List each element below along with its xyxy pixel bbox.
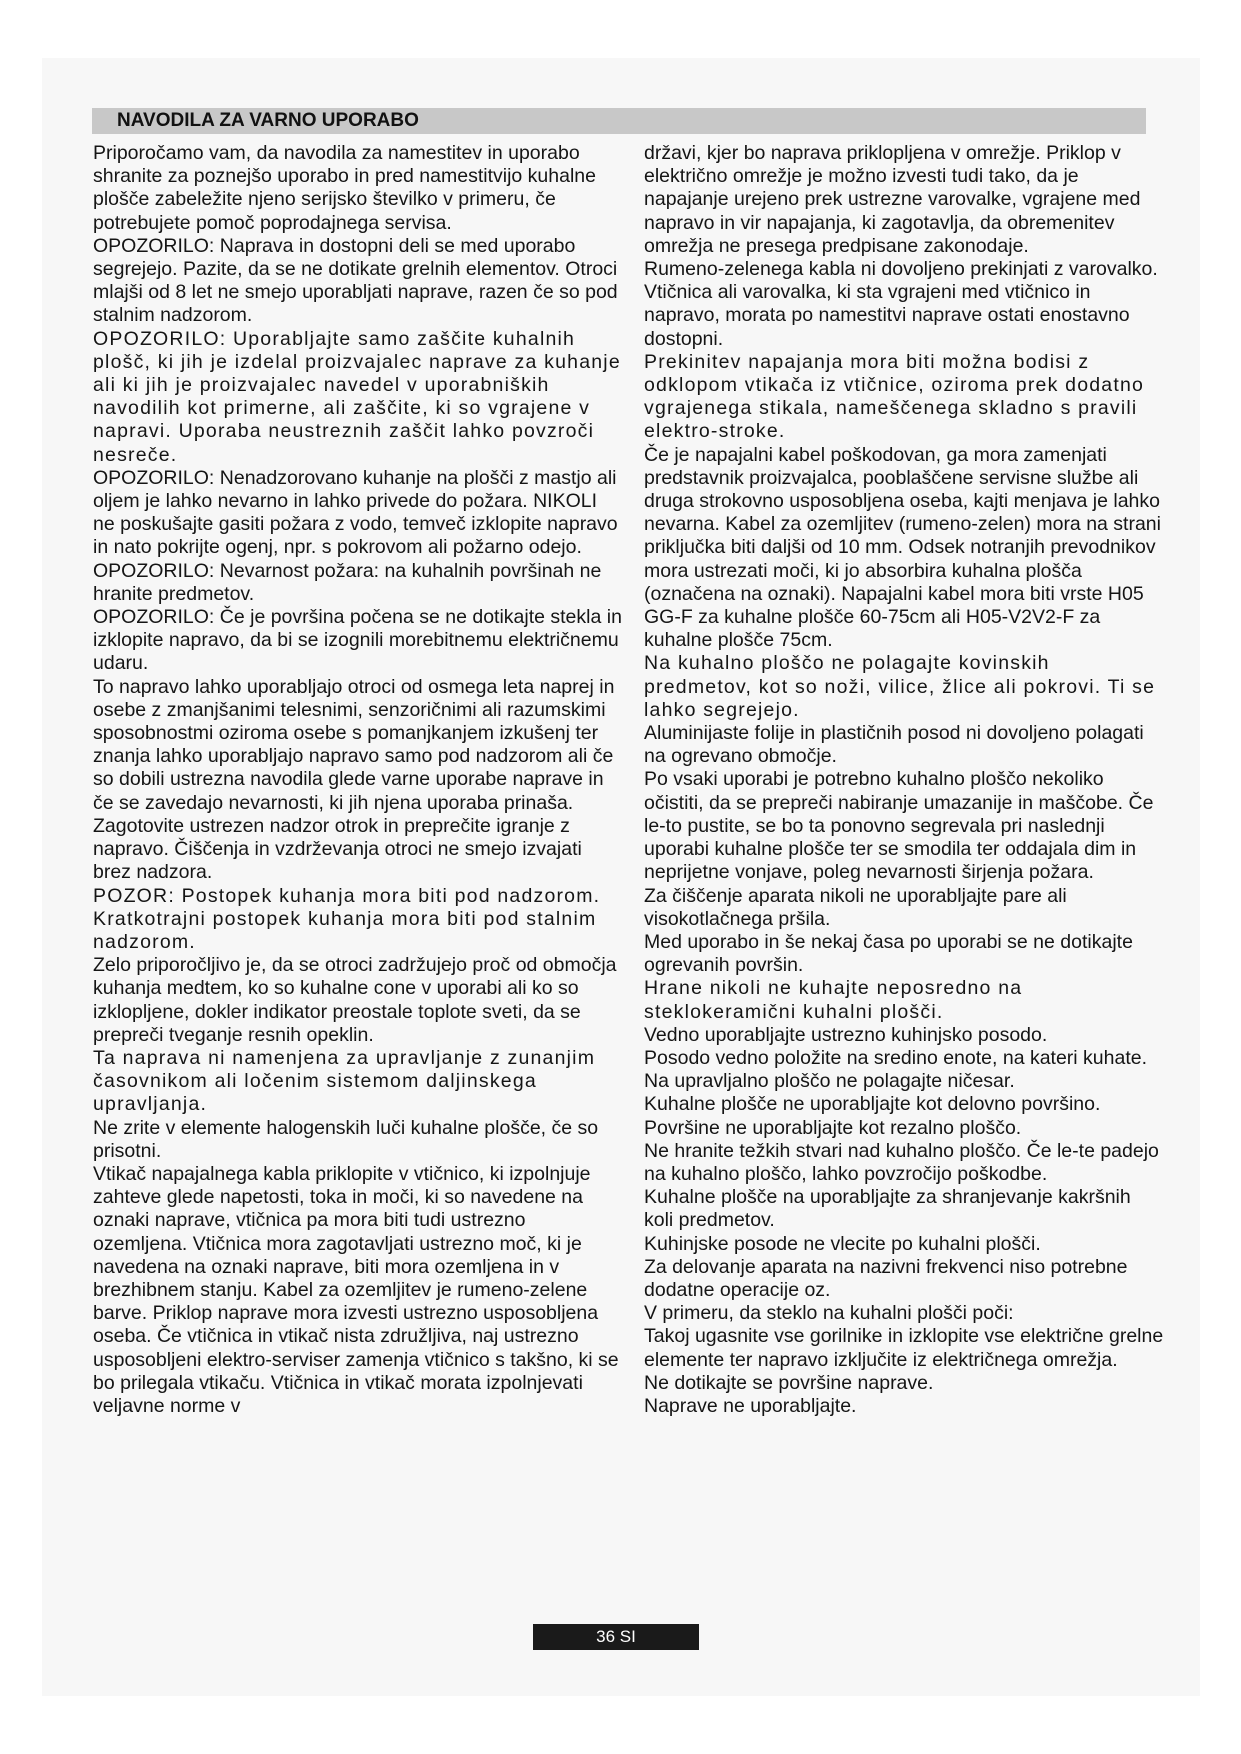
- paragraph: Ta naprava ni namenjena za upravljanje z zunanjim časovnikom ali ločenim sistemom daljinskega upravljanja.: [93, 1046, 596, 1116]
- paragraph: Če je napajalni kabel poškodovan, ga mora zamenjati predstavnik proizvajalca, pooblaščene servisne službe ali druga strokovno usposobljena oseba, kajti menjava je lahko nevarna. Kabel za ozemljitev (rumeno-zelen) mora na strani priključka biti daljši od 10 mm. Odsek notranjih prevodnikov mora ustrezati moči, ki jo absorbira kuhalna plošča (označena na oznaki). Napajalni kabel mora biti vrste H05 GG-F za kuhalne plošče 60-75cm ali H05-V2V2-F za kuhalne plošče 75cm.: [644, 443, 1161, 652]
- paragraph: Prekinitev napajanja mora biti možna bodisi z odklopom vtikača iz vtičnice, oziroma prek dodatno vgrajenega stikala, nameščenega skladno s pravili elektro-stroke.: [644, 350, 1145, 443]
- paragraph: OPOZORILO: Nevarnost požara: na kuhalnih površinah ne hranite predmetov.: [93, 559, 602, 605]
- paragraph: Za delovanje aparata na nazivni frekvenci niso potrebne dodatne operacije oz.: [644, 1255, 1128, 1301]
- paragraph: V primeru, da steklo na kuhalni plošči poči:: [644, 1302, 1014, 1325]
- paragraph: državi, kjer bo naprava priklopljena v omrežje. Priklop v električno omrežje je možno izvesti tudi tako, da je napajanje urejeno prek ustrezne varovalke, vgrajene med napravo in vir napajanja, ki zagotavlja, da obremenitev omrežja ne presega predpisane zakonodaje.: [644, 142, 1141, 257]
- section-title: NAVODILA ZA VARNO UPORABO: [117, 110, 419, 131]
- paragraph: Ne dotikajte se površine naprave.: [644, 1371, 934, 1394]
- left-column: [93, 142, 623, 1418]
- paragraph: Kuhalne plošče ne uporabljajte kot delovno površino.: [644, 1093, 1101, 1116]
- paragraph: OPOZORILO: Nenadzorovano kuhanje na plošči z mastjo ali oljem je lahko nevarno in lahko privede do požara. NIKOLI ne poskušajte gasiti požara z vodo, temveč izklopite napravo in nato pokrijte ogenj, npr. s pokrovom ali požarno odejo.: [93, 466, 618, 559]
- paragraph: Ne zrite v elemente halogenskih luči kuhalne plošče, če so prisotni.: [93, 1116, 599, 1162]
- paragraph: Površine ne uporabljajte kot rezalno ploščo.: [644, 1116, 1022, 1139]
- paragraph: Po vsaki uporabi je potrebno kuhalno ploščo nekoliko očistiti, da se prepreči nabiranje umazanije in maščobe. Če le-to pustite, se bo ta ponovno segrevala pri naslednji uporabi kuhalne plošče ter se smodila ter oddajala dim in neprijetne vonjave, poleg nevarnosti širjenja požara.: [644, 768, 1154, 884]
- paragraph: Za čiščenje aparata nikoli ne uporabljajte pare ali visokotlačnega pršila.: [644, 884, 1067, 930]
- paragraph: OPOZORILO: Naprava in dostopni deli se med uporabo segrejejo. Pazite, da se ne dotikate grelnih elementov. Otroci mlajši od 8 let ne smejo uporabljati naprave, razen če so pod stalnim nadzorom.: [93, 234, 618, 327]
- paragraph: Med uporabo in še nekaj časa po uporabi se ne dotikajte ogrevanih površin.: [644, 930, 1133, 977]
- paragraph: Rumeno-zelenega kabla ni dovoljeno prekinjati z varovalko. Vtičnica ali varovalka, ki sta vgrajeni med vtičnico in napravo, morata po namestitvi naprave ostati enostavno dostopni.: [644, 258, 1158, 350]
- paragraph: Priporočamo vam, da navodila za namestitev in uporabo shranite za poznejšo uporabo in pred namestitvijo kuhalne plošče zabeležite njeno serijsko številko v primeru, če potrebujete pomoč poprodajnega servisa.: [93, 142, 596, 234]
- paragraph: Takoj ugasnite vse gorilnike in izklopite vse električne grelne elemente ter napravo izključite iz električnega omrežja.: [644, 1325, 1164, 1371]
- right-column: [644, 142, 1164, 1418]
- paragraph: Na kuhalno ploščo ne polagajte kovinskih predmetov, kot so noži, vilice, žlice ali pokrovi. Ti se lahko segrejejo.: [644, 652, 1156, 721]
- paragraph: Kuhalne plošče na uporabljajte za shranjevanje kakršnih koli predmetov.: [644, 1186, 1131, 1232]
- paragraph: To napravo lahko uporabljajo otroci od osmega leta naprej in osebe z zmanjšanimi telesnimi, senzoričnimi ali razumskimi sposobnostmi oziroma osebe s pomanjkanjem izkušenj ter znanja lahko uporabljajo napravo samo pod nadzorom ali če so dobili ustrezna navodila glede varne uporabe naprave in če se zavedajo nevarnosti, ki jih njena uporaba prinaša. Zagotovite ustrezen nadzor otrok in preprečite igranje z napravo. Čiščenja in vzdrževanja otroci ne smejo izvajati brez nadzora.: [93, 675, 615, 884]
- paragraph: Posodo vedno položite na sredino enote, na kateri kuhate. Na upravljalno ploščo ne polagajte ničesar.: [644, 1046, 1148, 1093]
- paragraph: OPOZORILO: Uporabljajte samo zaščite kuhalnih plošč, ki jih je izdelal proizvajalec naprave za kuhanje ali ki jih je proizvajalec navedel v uporabniških navodilih kot primerne, ali zaščite, ki so vgrajene v napravi. Uporaba neustreznih zaščit lahko povzroči nesreče.: [93, 327, 621, 466]
- paragraph: Ne hranite težkih stvari nad kuhalno ploščo. Če le-te padejo na kuhalno ploščo, lahko povzročijo poškodbe.: [644, 1139, 1159, 1185]
- paragraph: Vtikač napajalnega kabla priklopite v vtičnico, ki izpolnjuje zahteve glede napetosti, toka in moči, ki so navedene na oznaki naprave, vtičnica pa mora biti tudi ustrezno ozemljena. Vtičnica mora zagotavljati ustrezno moč, ki je navedena na oznaki naprave, biti mora ozemljena in v brezhibnem stanju. Kabel za ozemljitev je rumeno-zelene barve. Priklop naprave mora izvesti ustrezno usposobljena oseba. Če vtičnica in vtikač nista združljiva, naj ustrezno usposobljeni elektro-serviser zamenja vtičnico s takšno, ki se bo prilegala vtikaču. Vtičnica in vtikač morata izpolnjevati veljavne norme v: [93, 1162, 619, 1417]
- paragraph: Naprave ne uporabljajte.: [644, 1394, 857, 1417]
- page-number: 36 SI: [533, 1624, 699, 1650]
- paragraph: OPOZORILO: Če je površina počena se ne dotikajte stekla in izklopite napravo, da bi se izognili morebitnemu električnemu udaru.: [93, 606, 622, 675]
- paragraph: Vedno uporabljajte ustrezno kuhinjsko posodo.: [644, 1023, 1048, 1046]
- paragraph: Hrane nikoli ne kuhajte neposredno na steklokeramični kuhalni plošči.: [644, 977, 1023, 1023]
- paragraph: POZOR: Postopek kuhanja mora biti pod nadzorom. Kratkotrajni postopek kuhanja mora biti pod stalnim nadzorom.: [93, 884, 601, 953]
- paragraph: Kuhinjske posode ne vlecite po kuhalni plošči.: [644, 1232, 1041, 1255]
- paragraph: Aluminijaste folije in plastičnih posod ni dovoljeno polagati na ogrevano območje.: [644, 722, 1144, 768]
- paragraph: Zelo priporočljivo je, da se otroci zadržujejo proč od območja kuhanja medtem, ko so kuhalne cone v uporabi ali ko so izklopljene, dokler indikator preostale toplote sveti, da se prepreči tveganje resnih opeklin.: [93, 954, 617, 1046]
